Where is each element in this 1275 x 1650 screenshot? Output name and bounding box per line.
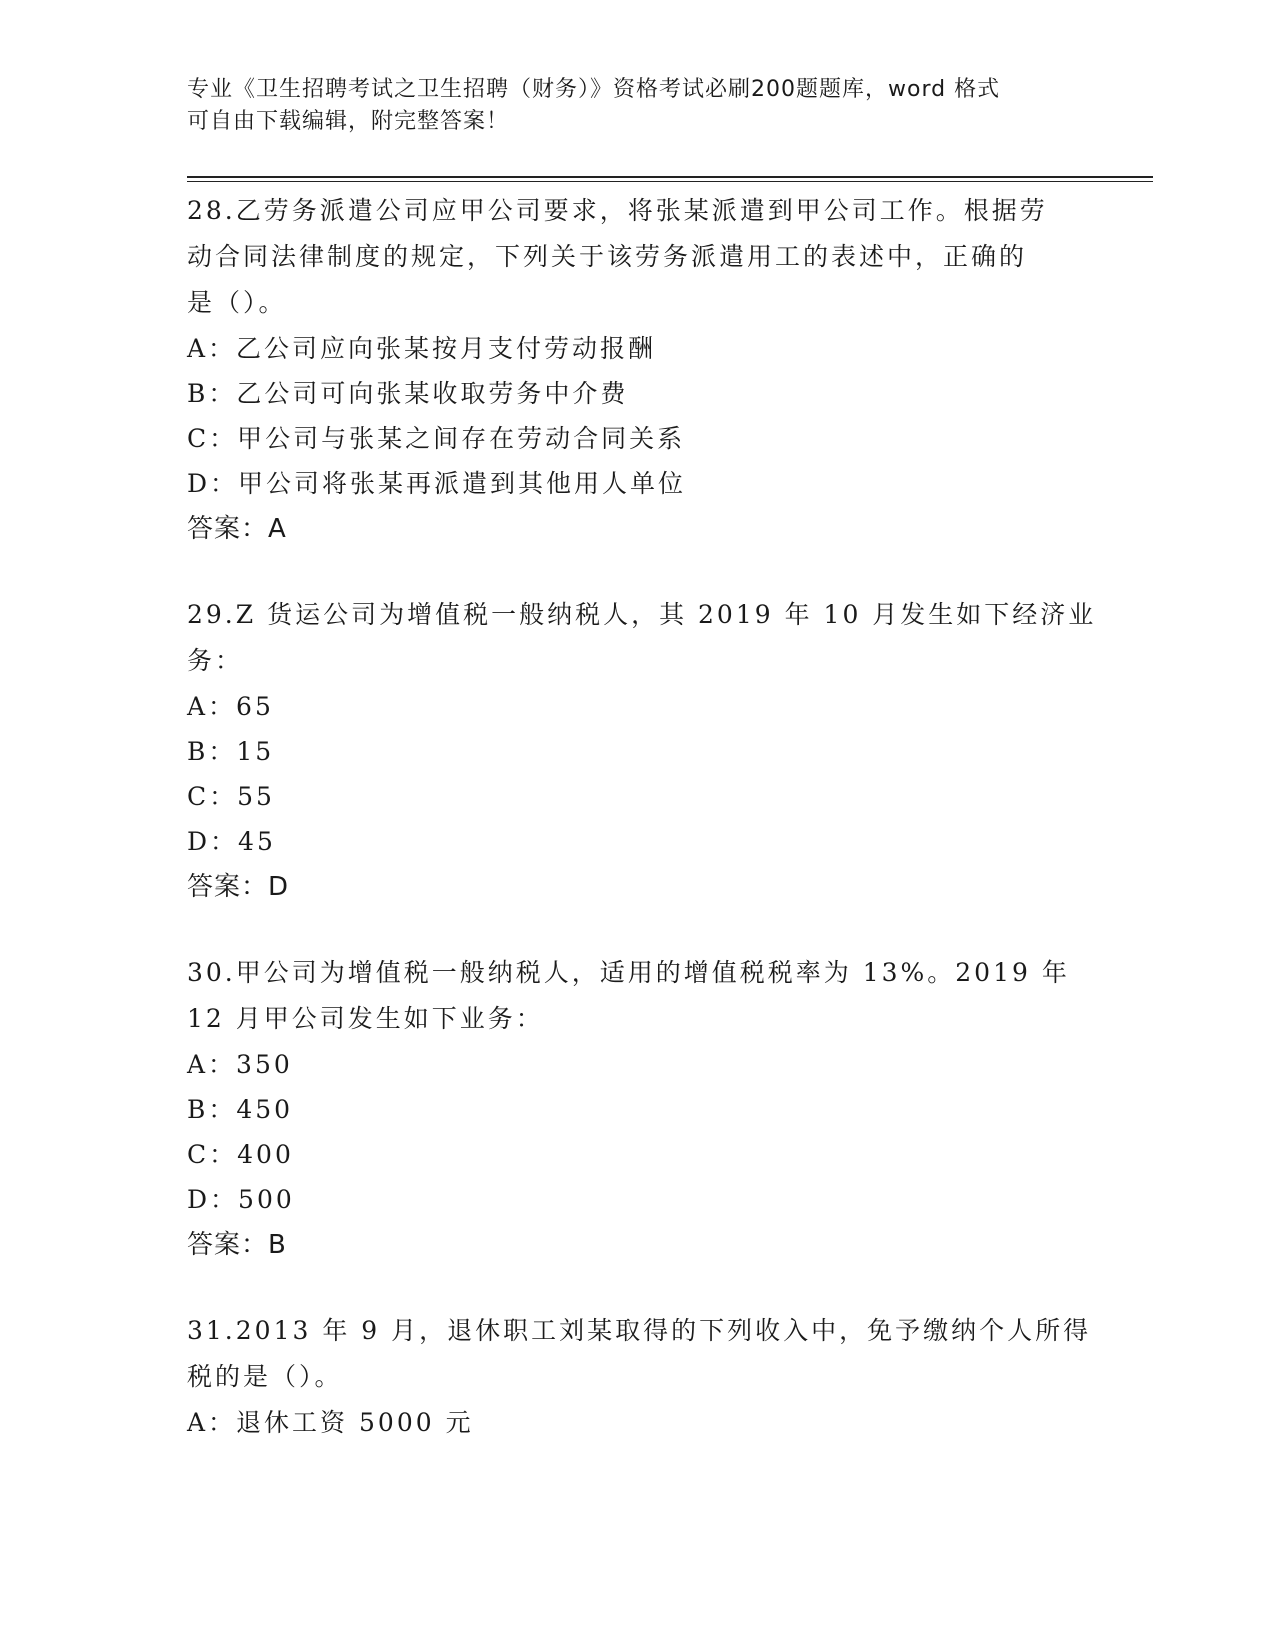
question-text-line: 是（）。 <box>187 288 287 317</box>
header-line-1: 专业《卫生招聘考试之卫生招聘（财务）》资格考试必刷200题题库，word 格式 <box>187 77 1001 102</box>
option-a: A：退休工资 5000 元 <box>187 1408 474 1437</box>
question-text-line: 31.2013 年 9 月，退休职工刘某取得的下列收入中，免予缴纳个人所得 <box>187 1316 1092 1345</box>
option-b: B：乙公司可向张某收取劳务中介费 <box>187 379 629 408</box>
option-c: C：400 <box>187 1140 294 1169</box>
option-a: A：乙公司应向张某按月支付劳动报酬 <box>187 334 657 363</box>
document-header <box>187 74 1087 138</box>
option-b: B：450 <box>187 1095 294 1124</box>
question-29 <box>187 592 1097 910</box>
option-a: A：350 <box>187 1050 293 1079</box>
option-c: C：55 <box>187 782 275 811</box>
question-text-line: 务： <box>187 646 244 675</box>
option-d: D：45 <box>187 827 276 856</box>
question-text-line: 29.Z 货运公司为增值税一般纳税人，其 2019 年 10 月发生如下经济业 <box>187 600 1097 629</box>
question-30 <box>187 950 1087 1268</box>
option-a: A：65 <box>187 692 274 721</box>
question-31 <box>187 1308 1092 1445</box>
question-list <box>187 188 1097 1485</box>
question-text-line: 12 月甲公司发生如下业务： <box>187 1004 544 1033</box>
question-text-line: 28.乙劳务派遣公司应甲公司要求，将张某派遣到甲公司工作。根据劳 <box>187 196 1048 225</box>
question-text-line: 30.甲公司为增值税一般纳税人，适用的增值税税率为 13%。2019 年 <box>187 958 1070 987</box>
answer-line: 答案：A <box>187 514 287 544</box>
header-divider-thick <box>187 176 1153 178</box>
header-line-2: 可自由下载编辑，附完整答案！ <box>187 109 510 134</box>
option-b: B：15 <box>187 737 275 766</box>
question-28 <box>187 188 1087 552</box>
header-divider-thin <box>187 181 1153 182</box>
option-d: D：甲公司将张某再派遣到其他用人单位 <box>187 469 687 498</box>
question-text-line: 动合同法律制度的规定，下列关于该劳务派遣用工的表述中，正确的 <box>187 242 1028 271</box>
answer-line: 答案：B <box>187 1230 287 1260</box>
question-text-line: 税的是（）。 <box>187 1362 343 1391</box>
option-d: D：500 <box>187 1185 295 1214</box>
answer-line: 答案：D <box>187 872 290 902</box>
option-c: C：甲公司与张某之间存在劳动合同关系 <box>187 424 686 453</box>
